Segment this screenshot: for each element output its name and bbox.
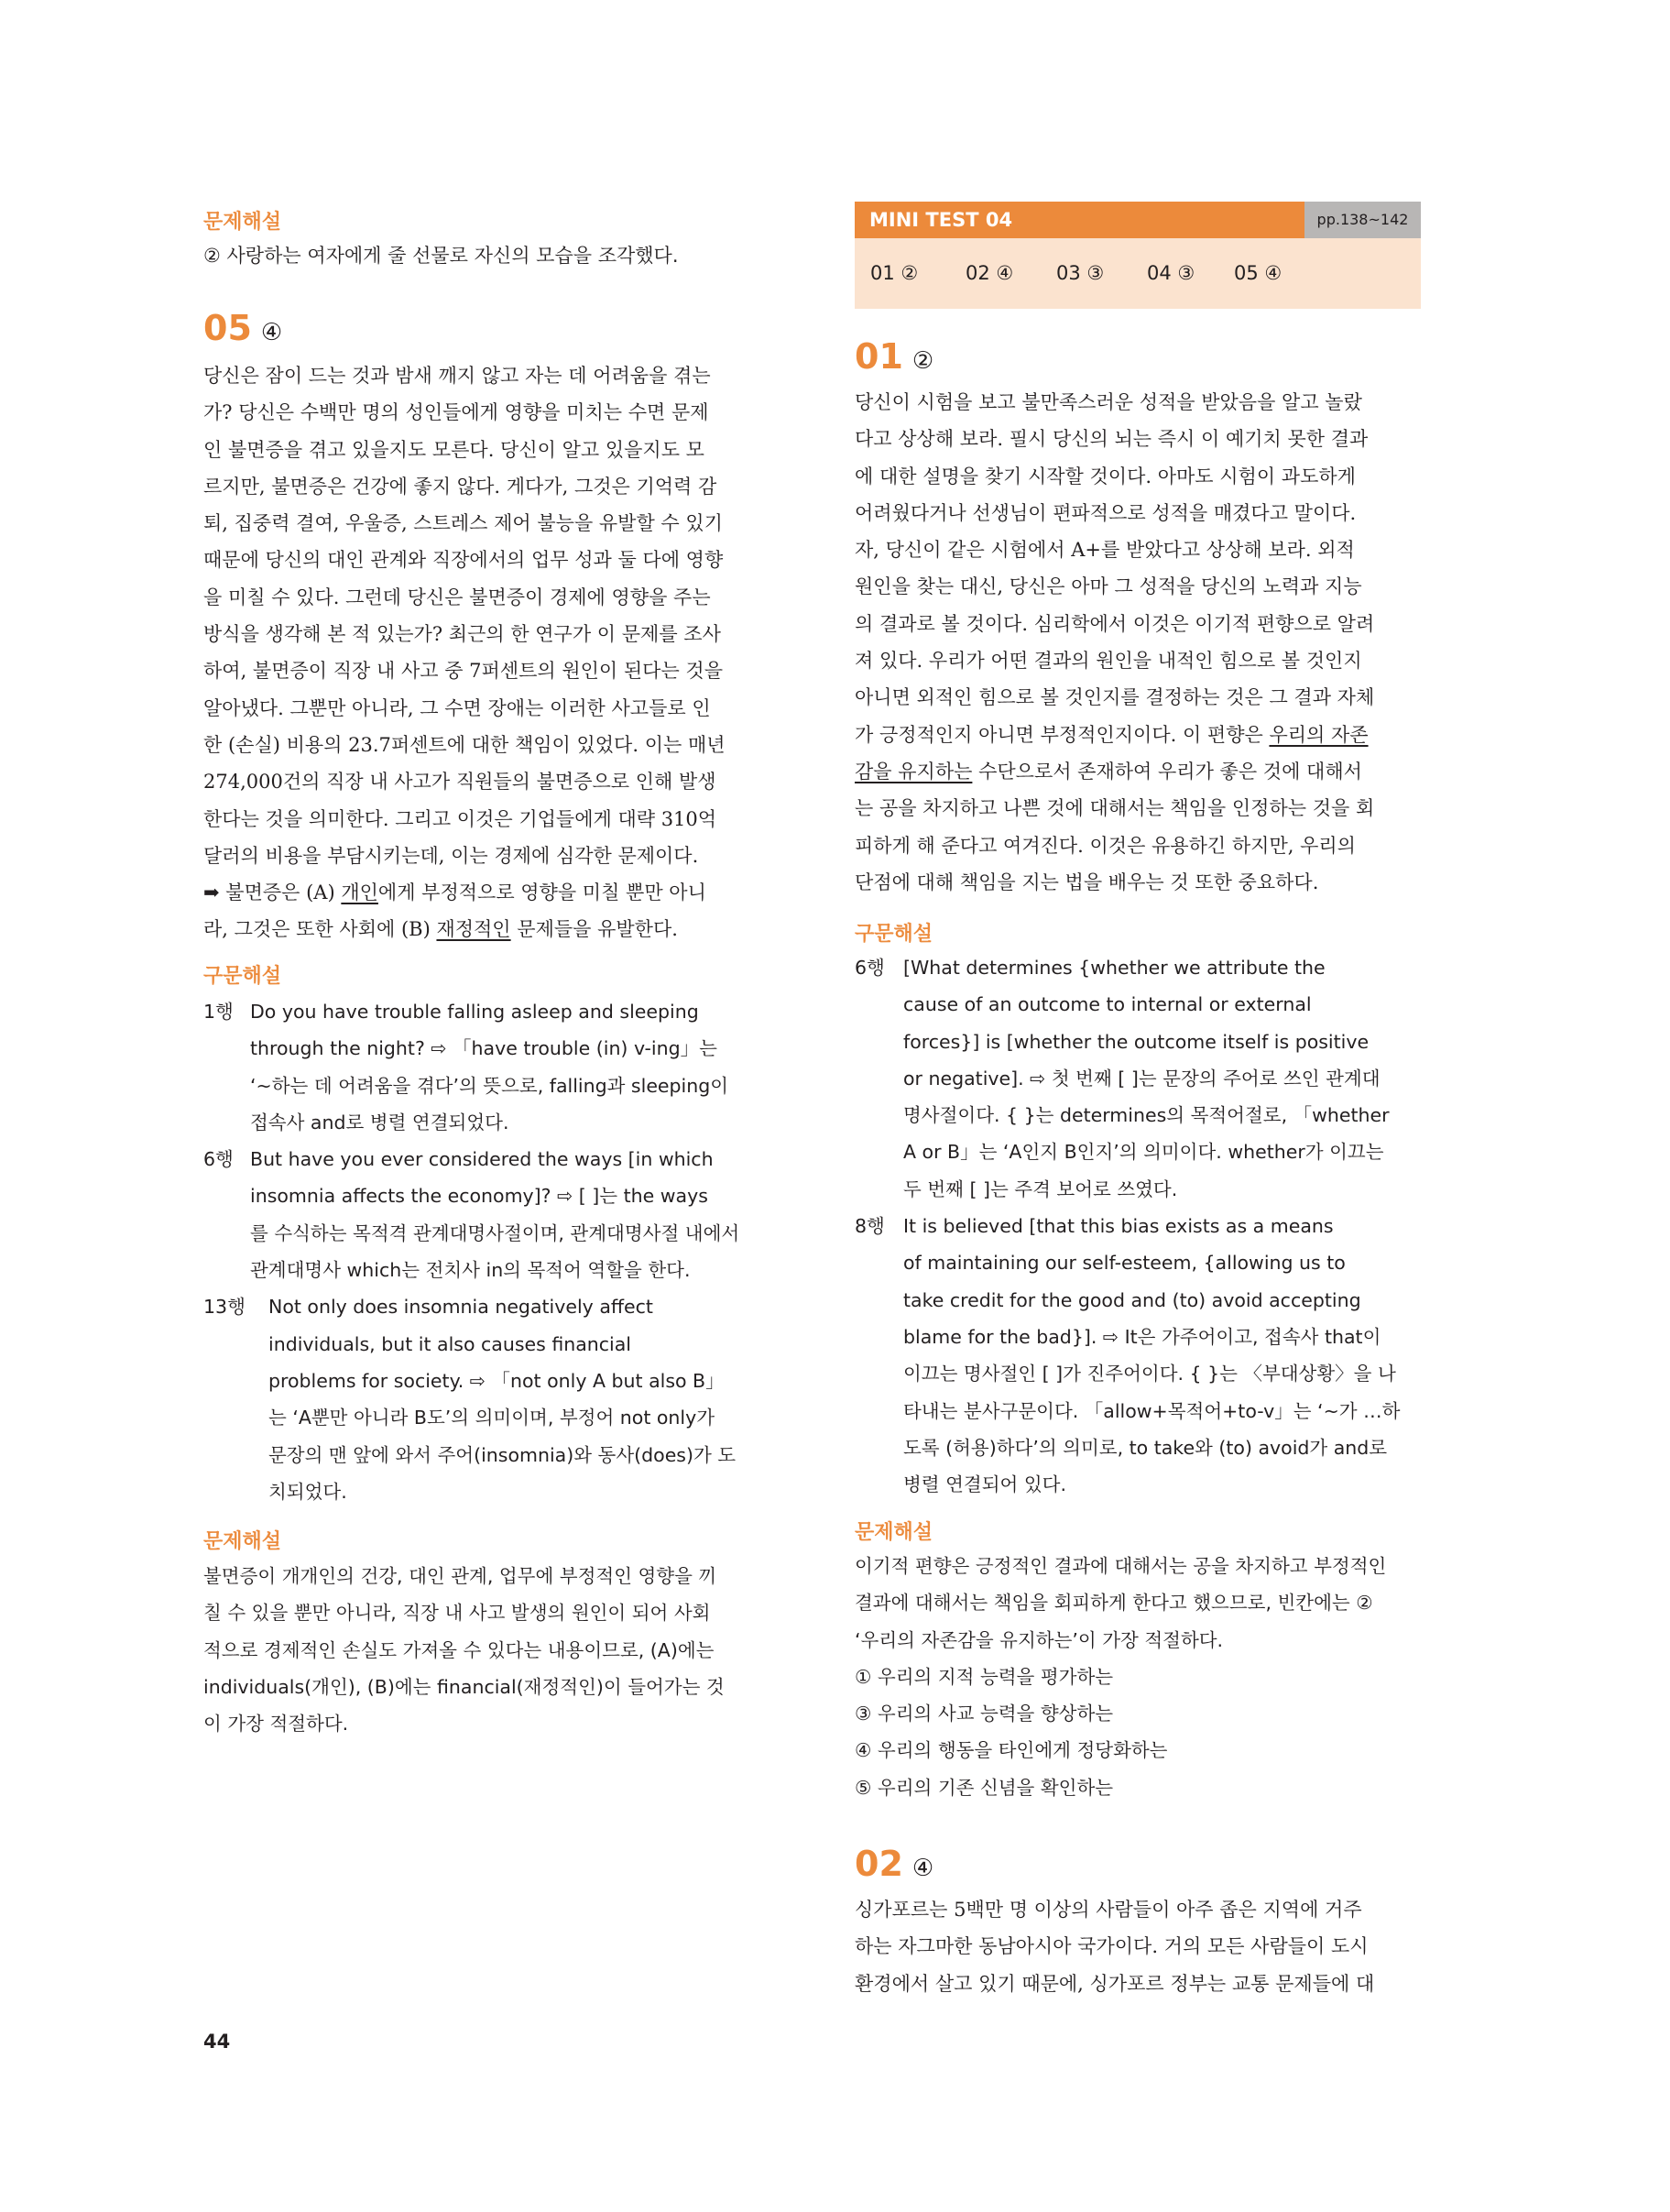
- text-line: 불면증이 개개인의 건강, 대인 관계, 업무에 부정적인 영향을 끼: [203, 1565, 717, 1587]
- text-line: 가? 당신은 수백만 명의 성인들에게 영향을 미치는 수면 문제: [203, 401, 709, 424]
- text-line: 당신이 시험을 보고 불만족스러운 성적을 받았음을 알고 놀랐: [855, 391, 1362, 413]
- text-line: forces}] is [whether the outcome itself is positive: [903, 1030, 1370, 1053]
- text-line: problems for society. ⇨ 「not only A but also B」: [268, 1369, 725, 1392]
- section-heading-explain-top: 문제해설: [203, 211, 282, 234]
- text-line: 문장의 맨 앞에 와서 주어(insomnia)와 동사(does)가 도: [268, 1443, 737, 1466]
- text-line: 어려웠다거나 선생님이 편파적으로 성적을 매겼다고 말이다.: [855, 501, 1357, 524]
- question-answer: ④: [911, 1855, 934, 1882]
- text-line: 적으로 경제적인 손실도 가져올 수 있다는 내용이므로, (A)에는: [203, 1638, 715, 1661]
- text-line: [What determines {whether we attribute the: [903, 957, 1326, 979]
- question-number: 02: [855, 1844, 903, 1884]
- question-answer: ②: [911, 347, 934, 375]
- text-line: ① 우리의 지적 능력을 평가하는: [855, 1665, 1114, 1688]
- text-line: 당신은 잠이 드는 것과 밤새 깨지 않고 자는 데 어려움을 겪는: [203, 365, 711, 387]
- blank-answer-part-2: 감을 유지하는: [855, 760, 973, 783]
- text-line: 의 결과로 볼 것이다. 심리학에서 이것은 이기적 편향으로 알려: [855, 612, 1375, 635]
- syntax-body: [903, 949, 1390, 1208]
- question-01-heading: [855, 336, 933, 377]
- text-line: 퇴, 집중력 결여, 우울증, 스트레스 제어 불능을 유발할 수 있기: [203, 512, 723, 535]
- question-02-heading: [855, 1844, 933, 1884]
- syntax-body: [903, 1208, 1400, 1503]
- text-line: 를 수식하는 목적격 관계대명사절이며, 관계대명사절 내에서: [250, 1221, 740, 1244]
- text-line: 도록 (허용)하다’의 의미로, to take와 (to) avoid가 and로: [903, 1436, 1388, 1459]
- text-line: ‘~하는 데 어려움을 겪다’의 뜻으로, falling과 sleeping이: [250, 1074, 729, 1097]
- syntax-line-label: 6행: [203, 1148, 234, 1171]
- syntax-body: [268, 1288, 736, 1510]
- explain-text: [855, 1548, 1421, 1806]
- text-line: 는 ‘A뿐만 아니라 B도’의 의미이며, 부정어 not only가: [268, 1407, 715, 1429]
- text-line: 이 가장 적절하다.: [203, 1713, 349, 1736]
- text-line: individuals, but it also causes financial: [268, 1332, 632, 1355]
- text-line: 알아냈다. 그뿐만 아니라, 그 수면 장애는 이러한 사고들로 인: [203, 696, 711, 719]
- text-line: 때문에 당신의 대인 관계와 직장에서의 업무 성과 둘 다에 영향: [203, 549, 724, 572]
- explain-text: [203, 1558, 770, 1742]
- text-line: 이기적 편향은 긍정적인 결과에 대해서는 공을 차지하고 부정적인: [855, 1555, 1387, 1577]
- text-line: ④ 우리의 행동을 타인에게 정당화하는: [855, 1739, 1168, 1762]
- blank-answer-part-1: 우리의 자존: [1269, 723, 1369, 746]
- text-line: 결과에 대해서는 책임을 회피하게 한다고 했으므로, 빈칸에는 ②: [855, 1592, 1373, 1615]
- summary-line-2: 라, 그것은 또한 사회에 (B) 재정적인 문제들을 유발한다.: [203, 918, 678, 941]
- mini-test-answer: 05 ④: [1234, 262, 1283, 284]
- text-line: 274,000건의 직장 내 사고가 직원들의 불면증으로 인해 발생: [203, 771, 716, 794]
- passage-line: 가 긍정적인지 아니면 부정적인지이다. 이 편향은 우리의 자존: [855, 723, 1369, 746]
- text-line: 명사절이다. { }는 determines의 목적어절로, 「whether: [903, 1104, 1390, 1127]
- text-line: 는 공을 차지하고 나쁜 것에 대해서는 책임을 인정하는 것을 회: [855, 797, 1375, 820]
- text-line: 타내는 분사구문이다. 「allow+목적어+to-v」는 ‘~가 …하: [903, 1399, 1401, 1422]
- text-line: of maintaining our self-esteem, {allowing us to: [903, 1252, 1346, 1275]
- mini-test-answers: [855, 238, 1421, 309]
- blank-b-answer: 재정적인: [436, 918, 511, 941]
- passage-line: 감을 유지하는 수단으로서 존재하여 우리가 좋은 것에 대해서: [855, 760, 1362, 783]
- mini-test-answer: 02 ④: [966, 262, 1014, 284]
- mini-test-answer: 03 ③: [1056, 262, 1105, 284]
- text-line: insomnia affects the economy]? ⇨ [ ]는 the ways: [250, 1185, 708, 1208]
- text-line: Do you have trouble falling asleep and sleeping: [250, 1001, 699, 1023]
- text-line: blame for the bad}]. ⇨ It은 가주어이고, 접속사 that이: [903, 1325, 1381, 1348]
- question-05-passage: [203, 357, 770, 874]
- text-line: A or B」는 ‘A인지 B인지’의 의미이다. whether가 이끄는: [903, 1141, 1384, 1164]
- text-line: 치되었다.: [268, 1480, 347, 1503]
- text-line: 인 불면증을 겪고 있을지도 모른다. 당신이 알고 있을지도 모: [203, 438, 704, 461]
- syntax-line-label: 13행: [203, 1296, 246, 1319]
- mini-test-answer-box: [855, 202, 1421, 309]
- text-line: 져 있다. 우리가 어떤 결과의 원인을 내적인 힘으로 볼 것인지: [855, 650, 1362, 673]
- text-line: 다고 상상해 보라. 필시 당신의 뇌는 즉시 이 예기치 못한 결과: [855, 428, 1369, 451]
- text-line: cause of an outcome to internal or external: [903, 993, 1312, 1016]
- text-line: But have you ever considered the ways [in which: [250, 1148, 714, 1171]
- text-line: 에 대한 설명을 찾기 시작할 것이다. 아마도 시험이 과도하게: [855, 465, 1356, 487]
- text-line: 피하게 해 준다고 여겨진다. 이것은 유용하긴 하지만, 우리의: [855, 834, 1356, 857]
- text-line: 하여, 불면증이 직장 내 사고 중 7퍼센트의 원인이 된다는 것을: [203, 660, 723, 683]
- text-line: 환경에서 살고 있기 때문에, 싱가포르 정부는 교통 문제들에 대: [855, 1972, 1375, 1995]
- text-line: ③ 우리의 사교 능력을 향상하는: [855, 1703, 1114, 1725]
- text-line: 접속사 and로 병렬 연결되었다.: [250, 1111, 509, 1133]
- text-line: 자, 당신이 같은 시험에서 A+를 받았다고 상상해 보라. 외적: [855, 539, 1355, 562]
- text-line: through the night? ⇨ 「have trouble (in) v-ing」는: [250, 1037, 717, 1060]
- question-05-heading: [203, 308, 282, 348]
- page-number: 44: [203, 2031, 231, 2053]
- text-line: 단점에 대해 책임을 지는 법을 배우는 것 또한 중요하다.: [855, 871, 1319, 893]
- syntax-line-label: 6행: [855, 957, 885, 979]
- text-line: 한 (손실) 비용의 23.7퍼센트에 대한 책임이 있었다. 이는 매년: [203, 733, 726, 756]
- mini-test-pages: pp.138~142: [1304, 202, 1421, 238]
- text-line: 달러의 비용을 부담시키는데, 이는 경제에 심각한 문제이다.: [203, 844, 699, 867]
- syntax-line-label: 1행: [203, 1001, 234, 1023]
- syntax-body: [250, 1141, 739, 1288]
- question-number: 01: [855, 336, 903, 377]
- text-line: 싱가포르는 5백만 명 이상의 사람들이 아주 좁은 지역에 거주: [855, 1899, 1362, 1921]
- text-line: 두 번째 [ ]는 주격 보어로 쓰였다.: [903, 1177, 1178, 1200]
- text-line: individuals(개인), (B)에는 financial(재정적인)이 들어가는 것: [203, 1675, 725, 1698]
- text-line: It is believed [that this bias exists as a means: [903, 1215, 1334, 1238]
- text-line: ⑤ 우리의 기존 신념을 확인하는: [855, 1776, 1114, 1799]
- question-02-passage: [855, 1891, 1421, 2002]
- text-line: ‘우리의 자존감을 유지하는’이 가장 적절하다.: [855, 1628, 1224, 1651]
- text-line: take credit for the good and (to) avoid accepting: [903, 1288, 1361, 1311]
- text-line: 방식을 생각해 본 적 있는가? 최근의 한 연구가 이 문제를 조사: [203, 623, 721, 646]
- question-answer: ④: [260, 319, 283, 346]
- section-heading-syntax: 구문해설: [855, 923, 933, 946]
- text-line: 관계대명사 which는 전치사 in의 목적어 역할을 한다.: [250, 1259, 691, 1282]
- text-line: 아니면 외적인 힘으로 볼 것인지를 결정하는 것은 그 결과 자체: [855, 686, 1375, 709]
- text-line: 병렬 연결되어 있다.: [903, 1473, 1066, 1496]
- syntax-line-label: 8행: [855, 1215, 885, 1238]
- text-line: 이끄는 명사절인 [ ]가 진주어이다. { }는 〈부대상황〉을 나: [903, 1363, 1396, 1385]
- arrow-icon: ➡: [203, 882, 220, 903]
- explain-top-text: ② 사랑하는 여자에게 줄 선물로 자신의 모습을 조각했다.: [203, 245, 679, 267]
- summary-line-1: ➡ 불면증은 (A) 개인에게 부정적으로 영향을 미칠 뿐만 아니: [203, 882, 706, 903]
- syntax-body: [250, 993, 728, 1141]
- section-heading-syntax: 구문해설: [203, 965, 282, 988]
- text-line: 한다는 것을 의미한다. 그리고 이것은 기업들에게 대략 310억: [203, 807, 717, 830]
- text-line: 칠 수 있을 뿐만 아니라, 직장 내 사고 발생의 원인이 되어 사회: [203, 1602, 711, 1625]
- text-line: 원인을 찾는 대신, 당신은 아마 그 성적을 당신의 노력과 지능: [855, 575, 1362, 598]
- mini-test-answer: 04 ③: [1147, 262, 1195, 284]
- text-line: 을 미칠 수 있다. 그런데 당신은 불면증이 경제에 영향을 주는: [203, 586, 711, 608]
- summary-block: [203, 874, 770, 948]
- text-line: Not only does insomnia negatively affect: [268, 1296, 653, 1319]
- section-heading-explain: 문제해설: [855, 1521, 933, 1544]
- section-heading-explain: 문제해설: [203, 1530, 282, 1553]
- text-line: 하는 자그마한 동남아시아 국가이다. 거의 모든 사람들이 도시: [855, 1935, 1369, 1958]
- mini-test-answer: 01 ②: [870, 262, 919, 284]
- mini-test-title: MINI TEST 04: [855, 202, 1304, 238]
- blank-a-answer: 개인: [341, 882, 378, 903]
- text-line: 르지만, 불면증은 건강에 좋지 않다. 게다가, 그것은 기억력 감: [203, 475, 717, 498]
- text-line: or negative]. ⇨ 첫 번째 [ ]는 문장의 주어로 쓰인 관계대: [903, 1067, 1381, 1090]
- question-01-passage: [855, 384, 1421, 901]
- question-number: 05: [203, 308, 252, 348]
